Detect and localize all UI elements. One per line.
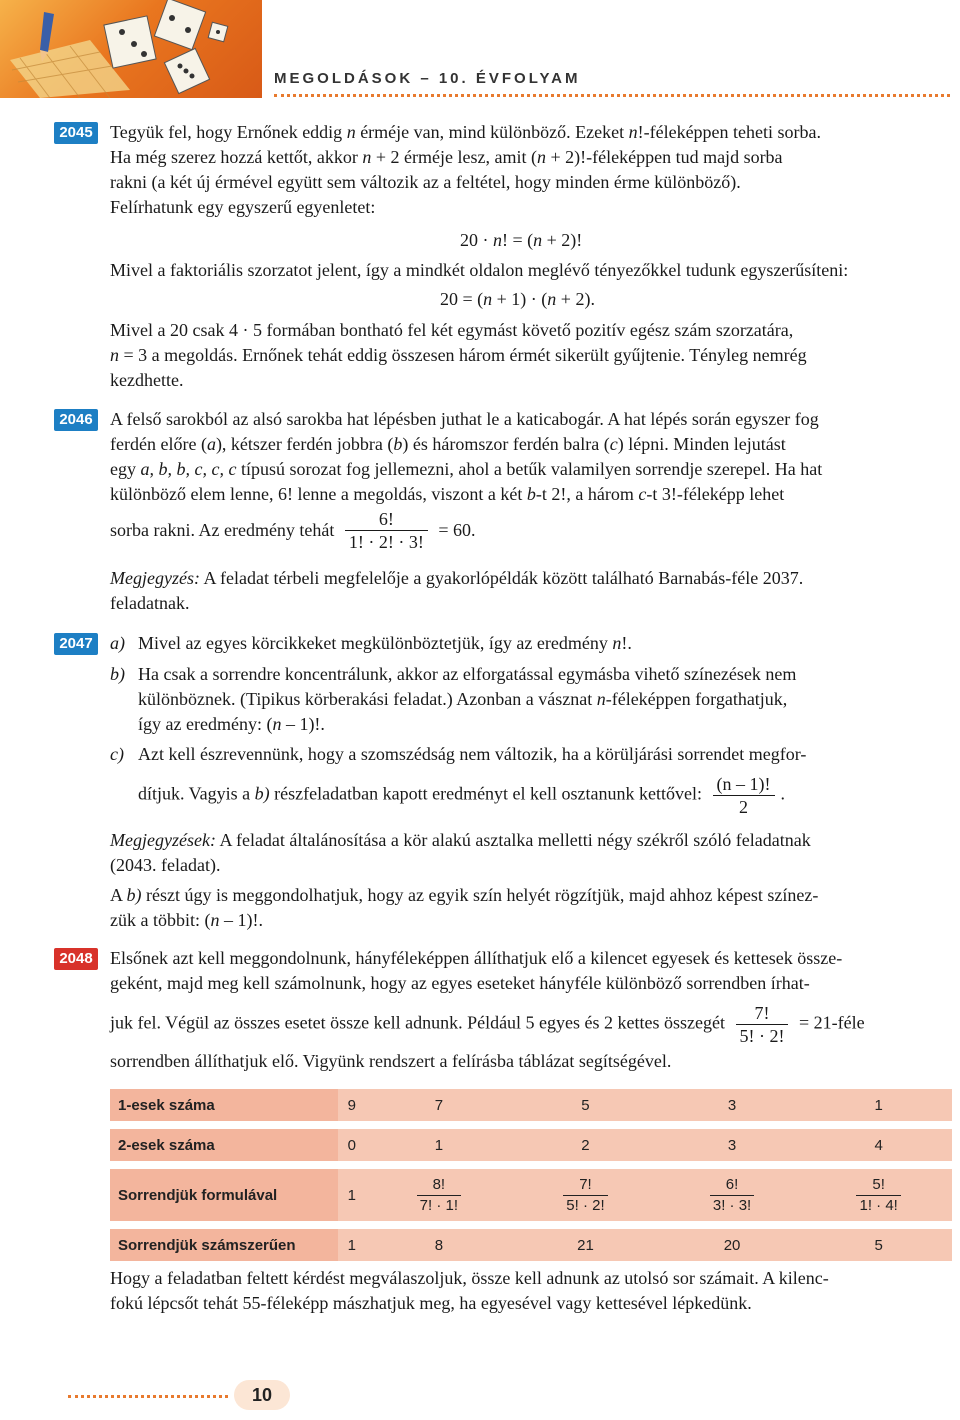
page-number: 10 (234, 1380, 290, 1410)
problem-number-2045: 2045 (54, 122, 98, 144)
problem-number-2048: 2048 (54, 948, 98, 970)
fraction: $\frac{5!}{1! \cdot 4!}$ (856, 1175, 900, 1216)
problem-2046-result: sorba rakni. Az eredmény tehát $\frac{6!}{1! \cdot 2! \cdot 3!}$ = 60. (110, 509, 476, 552)
fraction: $\frac{7!}{5! \cdot 2!}$ (736, 1002, 789, 1047)
fraction: $\frac{8!}{7! \cdot 1!}$ (417, 1175, 461, 1216)
table-row: 2-esek száma 0 1 2 3 4 (110, 1129, 952, 1161)
solution-table (110, 1081, 952, 1269)
problem-2048-conclusion: Hogy a feladatban feltett kérdést megválaszoljuk, össze kell adnunk az utolsó sor számait. A kilenc- fokú lépcsőt tehát 55-féleképp mászhatjuk meg, ha egyesével vagy kettesével lépkedünk. (110, 1268, 829, 1313)
problem-2046-text: A felső sarokból az alsó sarokba hat lépésben juthat le a katicabogár. A hat lépés során egyszer fog ferdén előre (a), kétszer ferdén jobbra (b) és háromszor ferdén balra (c) lépni. Minden lejutást egy a, b, b, c, c, c típusú sorozat fog jellemezni, ahol a betűk valamilyen sorrendje szerepel. Ha hat különböző elem lenne, 6! lenne a megoldás, viszont a két b-t 2!, a három c-t 3!-féleképp lehet (110, 409, 823, 504)
problem-number-2046: 2046 (54, 409, 98, 431)
header-illustration (0, 0, 262, 98)
table-row: Sorrendjük számszerűen 1 8 21 20 5 (110, 1229, 952, 1261)
page-header-title: MEGOLDÁSOK – 10. ÉVFOLYAM (274, 70, 581, 87)
equation-2: 20 = (n + 1) · (n + 2). (440, 289, 595, 309)
table-row: 1-esek száma 9 7 5 3 1 (110, 1089, 952, 1121)
dice-illustration (0, 0, 262, 98)
header-divider (274, 94, 950, 97)
problem-2047-a: a) Mivel az egyes körcikkeket megkülönböztetjük, így az eredmény n!. (110, 633, 632, 653)
problem-2046-note: Megjegyzés: A feladat térbeli megfelelője a gyakorlópéldák között található Barnabás-féle 2037. feladatnak. (110, 568, 804, 613)
fraction: $\frac{(n - 1)!}{2}$ (713, 773, 775, 818)
problem-2047-c: c) Azt kell észrevennünk, hogy a szomszédság nem változik, ha a körüljárási sorrendet megfor- dítjuk. Vagyis a b) részfeladatban kapott eredményt el kell osztanunk kettővel: $\frac{(n - 1)!}{2}$ . (110, 744, 807, 817)
problem-2048-text: Elsőnek azt kell meggondolnunk, hányféleképpen állíthatjuk elő a kilencet egyesek és kettesek össze- geként, majd meg kell számolnunk, hogy az egyes eseteket hányféle különböző sorrendben írhat- juk fel. Végül az összes esetet össze kell adnunk. Például 5 egyes és 2 kettes összegét $\frac{7!}{5! \cdot 2!}$ = 21-féle sorrendben állíthatjuk elő. Vigyünk rendszert a felírásba táblázat segítségével. (110, 948, 865, 1071)
problem-2045-text-3: Mivel a 20 csak 4 · 5 formában bontható fel két egymást követő pozitív egész szám szorzatára, n = 3 a megoldás. Ernőnek tehát eddig összesen három érmét sikerült gyűjtenie. Tényleg nemrég kezdhette. (110, 320, 807, 390)
problem-2045-text-2: Mivel a faktoriális szorzatot jelent, így a mindkét oldalon meglévő tényezőkkel tudunk egyszerűsíteni: (110, 260, 849, 280)
problem-2047-notes: Megjegyzések: A feladat általánosítása a kör alakú asztalka melletti négy székről szóló feladatnak (2043. feladat). A b) részt úgy is meggondolhatjuk, hogy az egyik szín helyét rögzítjük, majd ahhoz képest színez- zük a többit: (n – 1)!. (110, 830, 819, 930)
fraction: $\frac{6!}{1! \cdot 2! \cdot 3!}$ (345, 508, 428, 553)
problem-number-2047: 2047 (54, 633, 98, 655)
equation-1: 20 · n! = (n + 2)! (460, 230, 583, 250)
fraction: $\frac{7!}{5! \cdot 2!}$ (563, 1175, 607, 1216)
table-row: Sorrendjük formulával 1 $\frac{8!}{7! \cdot 1!}$ $\frac{7!}{5! \cdot 2!}$ $\frac{6!}{3! \cdot 3!}$ $\frac{5!}{1! \cdot 4!}$ (110, 1169, 952, 1221)
problem-2047-b: b) Ha csak a sorrendre koncentrálunk, akkor az elforgatással egymásba vihető színezések nem különböznek. (Tipikus körberakási feladat.) Azonban a vásznat n-féleképpen forgathatjuk, így az eredmény: (n – 1)!. (110, 664, 797, 734)
footer-divider (68, 1395, 228, 1398)
problem-2045-text: Tegyük fel, hogy Ernőnek eddig n érméje van, mind különböző. Ezeket n!-féleképpen teheti sorba. Ha még szerez hozzá kettőt, akkor n + 2 érméje lesz, amit (n + 2)!-féleképpen tud majd sorba rakni (a két új érmével együtt sem változik az a feltétel, hogy minden érme különböző). Felírhatunk egy egyszerű egyenletet: (110, 122, 822, 217)
fraction: $\frac{6!}{3! \cdot 3!}$ (710, 1175, 754, 1216)
